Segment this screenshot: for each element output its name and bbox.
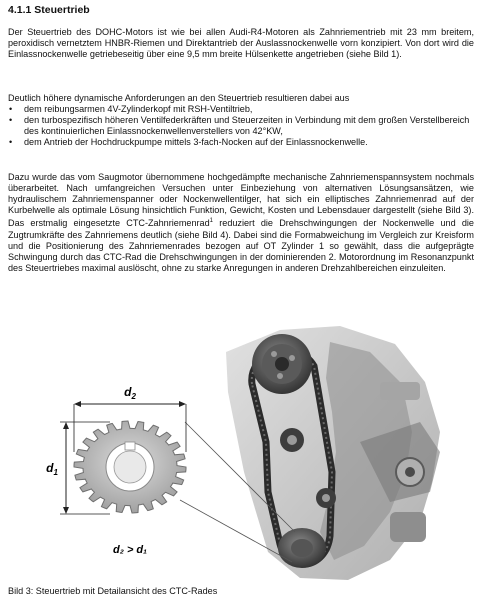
label-d1: $d_1$	[46, 461, 58, 477]
bullet-list	[8, 104, 474, 148]
bullet-text: dem reibungsarmen 4V-Zylinderkopf mit RSH-Ventiltrieb,	[24, 104, 253, 115]
paragraph-2	[8, 93, 474, 148]
bullet-text: den turbospezifisch höheren Ventilfederkräften und Steuerzeiten in Verbindung mit dem großen Verstellbereich des kontinuierlichen Einlassnockenwellenverstellers von 42°KW,	[24, 115, 470, 137]
bullet-dot: •	[9, 115, 13, 126]
bullet-item	[8, 104, 474, 115]
section-heading: 4.1.1 Steuertrieb	[8, 4, 90, 16]
bullet-dot: •	[9, 104, 13, 115]
label-d2: $d_2$	[124, 385, 136, 401]
timing-drive-figure	[30, 322, 450, 584]
footnote-marker: 1	[209, 218, 213, 225]
crankshaft-ctc-pulley	[278, 528, 326, 568]
figure-caption: Bild 3: Steuertrieb mit Detailansicht des CTC-Rades	[8, 586, 218, 596]
bullet-dot: •	[9, 137, 13, 148]
paragraph-3-part-2: reduziert die Drehschwingungen der Nockenwelle und die Zugtrumkräfte des Zahnriemens deutlich (siehe Bild 4). Dabei sind die Formabweichung im Vergleich zur Kreisform und die Positionierung des Zahnriemenrades bezogen auf OT Zylinder 1 so gewählt, dass die aufgeprägte Schwingung durch das CTC-Rad die Drehschwingungen in der dominierenden 2. Motorordnung im Resonanzpunkt des Steuertriebes maximal auslöscht, ohne zu starke Anregungen in anderen Drehzahlbereichen einzuleiten.	[8, 218, 474, 273]
bullet-item	[8, 115, 474, 137]
bullet-text: dem Antrieb der Hochdruckpumpe mittels 3-fach-Nocken auf der Einlassnockenwelle.	[24, 137, 368, 148]
paragraph-3-part-1: Dazu wurde das vom Saugmotor übernommene hochgedämpfte mechanische Zahnriemenspannsystem nochmals überarbeitet. Nach umfangreichen Versuchen unter Einbeziehung von alternativen Lösungsansätzen, wie hydraulischem Zahnriemenspanner oder Nockenwellentilger, hat sich ein elliptisches Zahnriemenrad auf der Kurbelwelle als optimale Lösung hinsichtlich Funktion, Gewicht, Kosten und Lebensdauer dargestellt (siehe Bild 3). Das erstmalig eingesetzte CTC-Zahnriemenrad	[8, 172, 474, 229]
bullet-item	[8, 137, 474, 148]
paragraph-1: Der Steuertrieb des DOHC-Motors ist wie bei allen Audi-R4-Motoren als Zahnriementrieb mit 23 mm breitem, peroxidisch vernetztem HNBR-Riemen und Direktantrieb der Auslassnockenwelle vorn konzipiert. Von dort wird die Einlassnockenwelle getriebeseitig über eine 9,5 mm breite Hülsenkette angetrieben (siehe Bild 1).	[8, 27, 474, 60]
camshaft-pulley	[252, 334, 312, 394]
paragraph-2-intro: Deutlich höhere dynamische Anforderungen an den Steuertrieb resultieren dabei aus	[8, 93, 350, 103]
ctc-sprocket-detail	[74, 421, 186, 513]
paragraph-3	[8, 172, 474, 274]
diameter-relation-label: d₂ > d₁	[112, 544, 148, 556]
